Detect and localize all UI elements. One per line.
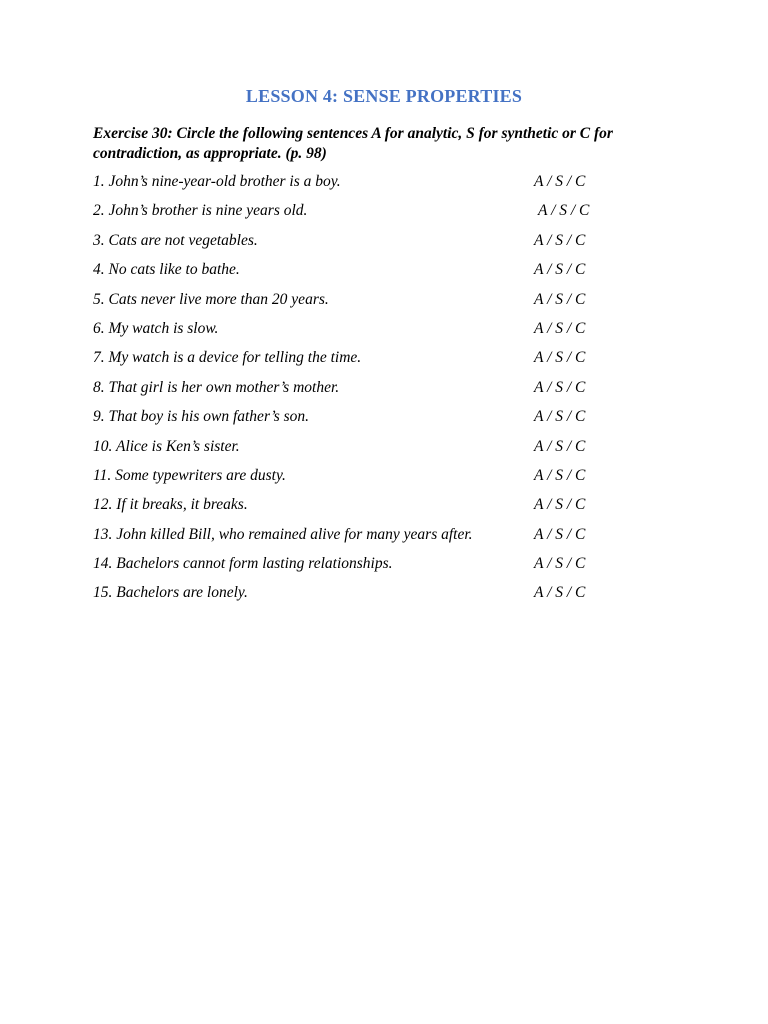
exercise-item-text: 15. Bachelors are lonely. [93,584,248,602]
page-title: LESSON 4: SENSE PROPERTIES [245,86,523,106]
exercise-item [93,553,653,582]
exercise-item-text: 5. Cats never live more than 20 years. [93,290,329,308]
exercise-item [93,524,653,553]
exercise-item-choices: A / S / C [534,349,586,367]
exercise-item-choices: A / S / C [538,202,590,220]
exercise-list [93,171,653,612]
exercise-item [93,171,653,200]
exercise-item-text: 13. John killed Bill, who remained alive for many years after. [93,525,473,543]
exercise-item [93,318,653,347]
exercise-item-text: 10. Alice is Ken’s sister. [93,437,240,455]
exercise-item [93,377,653,406]
exercise-item-text: 1. John’s nine-year-old brother is a boy. [93,173,341,190]
exercise-item-text: 7. My watch is a device for telling the time. [93,349,362,367]
exercise-item-choices: A / S / C [534,496,586,514]
exercise-item-choices: A / S / C [534,231,586,249]
exercise-item [93,582,653,611]
exercise-item-choices: A / S / C [534,437,586,455]
exercise-item-text: 14. Bachelors cannot form lasting relationships. [93,555,393,573]
exercise-item [93,259,653,288]
exercise-item-choices: A / S / C [534,378,586,396]
exercise-item-text: 12. If it breaks, it breaks. [93,496,248,514]
exercise-item-choices: A / S / C [534,525,586,543]
exercise-item-text: 6. My watch is slow. [93,319,219,337]
exercise-item-text: 3. Cats are not vegetables. [93,231,258,249]
exercise-item-choices: A / S / C [534,408,586,426]
exercise-item-choices: A / S / C [534,555,586,573]
exercise-item-text: 4. No cats like to bathe. [93,261,240,279]
exercise-item-choices: A / S / C [534,466,586,484]
exercise-instructions: Exercise 30: Circle the following sentences A for analytic, S for synthetic or C for contradiction, as appropriate. (p. 98) [93,125,613,162]
exercise-item-choices: A / S / C [534,173,586,190]
exercise-item-text: 9. That boy is his own father’s son. [93,408,310,426]
exercise-item-choices: A / S / C [534,584,586,602]
exercise-item-text: 2. John’s brother is nine years old. [93,202,308,220]
exercise-item-text: 11. Some typewriters are dusty. [93,466,286,484]
exercise-item-choices: A / S / C [534,319,586,337]
exercise-item [93,347,653,376]
exercise-item-choices: A / S / C [534,261,586,279]
exercise-item [93,406,653,435]
exercise-item [93,494,653,523]
exercise-item-choices: A / S / C [534,290,586,308]
exercise-item-text: 8. That girl is her own mother’s mother. [93,378,340,396]
exercise-item [93,436,653,465]
exercise-item [93,200,653,229]
exercise-item [93,289,653,318]
exercise-item [93,465,653,494]
exercise-item [93,230,653,259]
